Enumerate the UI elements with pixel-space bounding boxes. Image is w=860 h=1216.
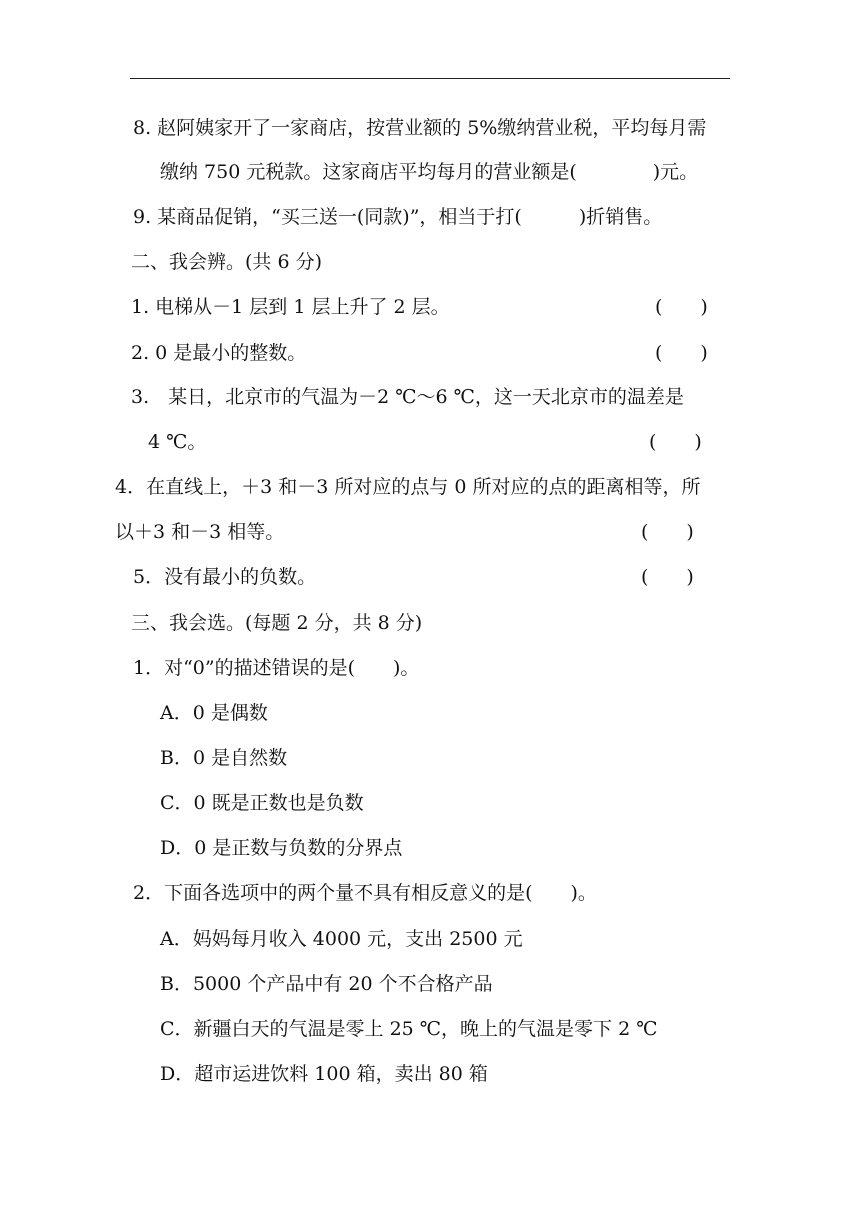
judge-item-5: 5．没有最小的负数。 bbox=[133, 566, 317, 588]
section-heading-choice: 三、我会选。(每题 2 分，共 8 分) bbox=[131, 612, 423, 634]
judge-item-3-line-2: 4 ℃。 bbox=[148, 431, 207, 453]
judge-answer-blank-4: ( ) bbox=[641, 521, 694, 543]
top-rule bbox=[130, 78, 730, 79]
choice-q1-option-d: D．0 是正数与负数的分界点 bbox=[160, 837, 403, 859]
choice-q1-option-a: A．0 是偶数 bbox=[160, 702, 268, 724]
section-heading-judge: 二、我会辨。(共 6 分) bbox=[131, 251, 322, 273]
choice-q2-option-a: A．妈妈每月收入 4000 元，支出 2500 元 bbox=[160, 928, 523, 950]
choice-q2-option-d: D．超市运进饮料 100 箱，卖出 80 箱 bbox=[160, 1063, 488, 1085]
judge-item-4-line-2: 以＋3 和－3 相等。 bbox=[115, 521, 285, 543]
choice-q1-option-c: C．0 既是正数也是负数 bbox=[160, 792, 364, 814]
choice-question-1: 1．对“0”的描述错误的是( )。 bbox=[133, 657, 420, 679]
judge-item-4-line-1: 4．在直线上，＋3 和－3 所对应的点与 0 所对应的点的距离相等，所 bbox=[115, 476, 701, 498]
judge-answer-blank-2: ( ) bbox=[655, 342, 708, 364]
choice-q1-option-b: B．0 是自然数 bbox=[160, 747, 288, 769]
judge-item-1: 1. 电梯从－1 层到 1 层上升了 2 层。 bbox=[131, 296, 450, 318]
question-9: 9. 某商品促销，“买三送一(同款)”，相当于打( )折销售。 bbox=[133, 206, 663, 228]
question-8-line-1: 8. 赵阿姨家开了一家商店，按营业额的 5%缴纳营业税，平均每月需 bbox=[133, 117, 707, 139]
question-8-line-2: 缴纳 750 元税款。这家商店平均每月的营业额是( )元。 bbox=[160, 161, 699, 183]
choice-q2-option-b: B．5000 个产品中有 20 个不合格产品 bbox=[160, 973, 493, 995]
choice-question-2: 2．下面各选项中的两个量不具有相反意义的是( )。 bbox=[133, 882, 597, 904]
judge-answer-blank-1: ( ) bbox=[655, 296, 708, 318]
choice-q2-option-c: C．新疆白天的气温是零上 25 ℃，晚上的气温是零下 2 ℃ bbox=[160, 1018, 658, 1040]
judge-answer-blank-3: ( ) bbox=[649, 431, 702, 453]
judge-item-2: 2. 0 是最小的整数。 bbox=[131, 342, 307, 364]
judge-answer-blank-5: ( ) bbox=[641, 566, 694, 588]
judge-item-3-line-1: 3. 某日，北京市的气温为－2 ℃～6 ℃，这一天北京市的温差是 bbox=[131, 386, 684, 408]
